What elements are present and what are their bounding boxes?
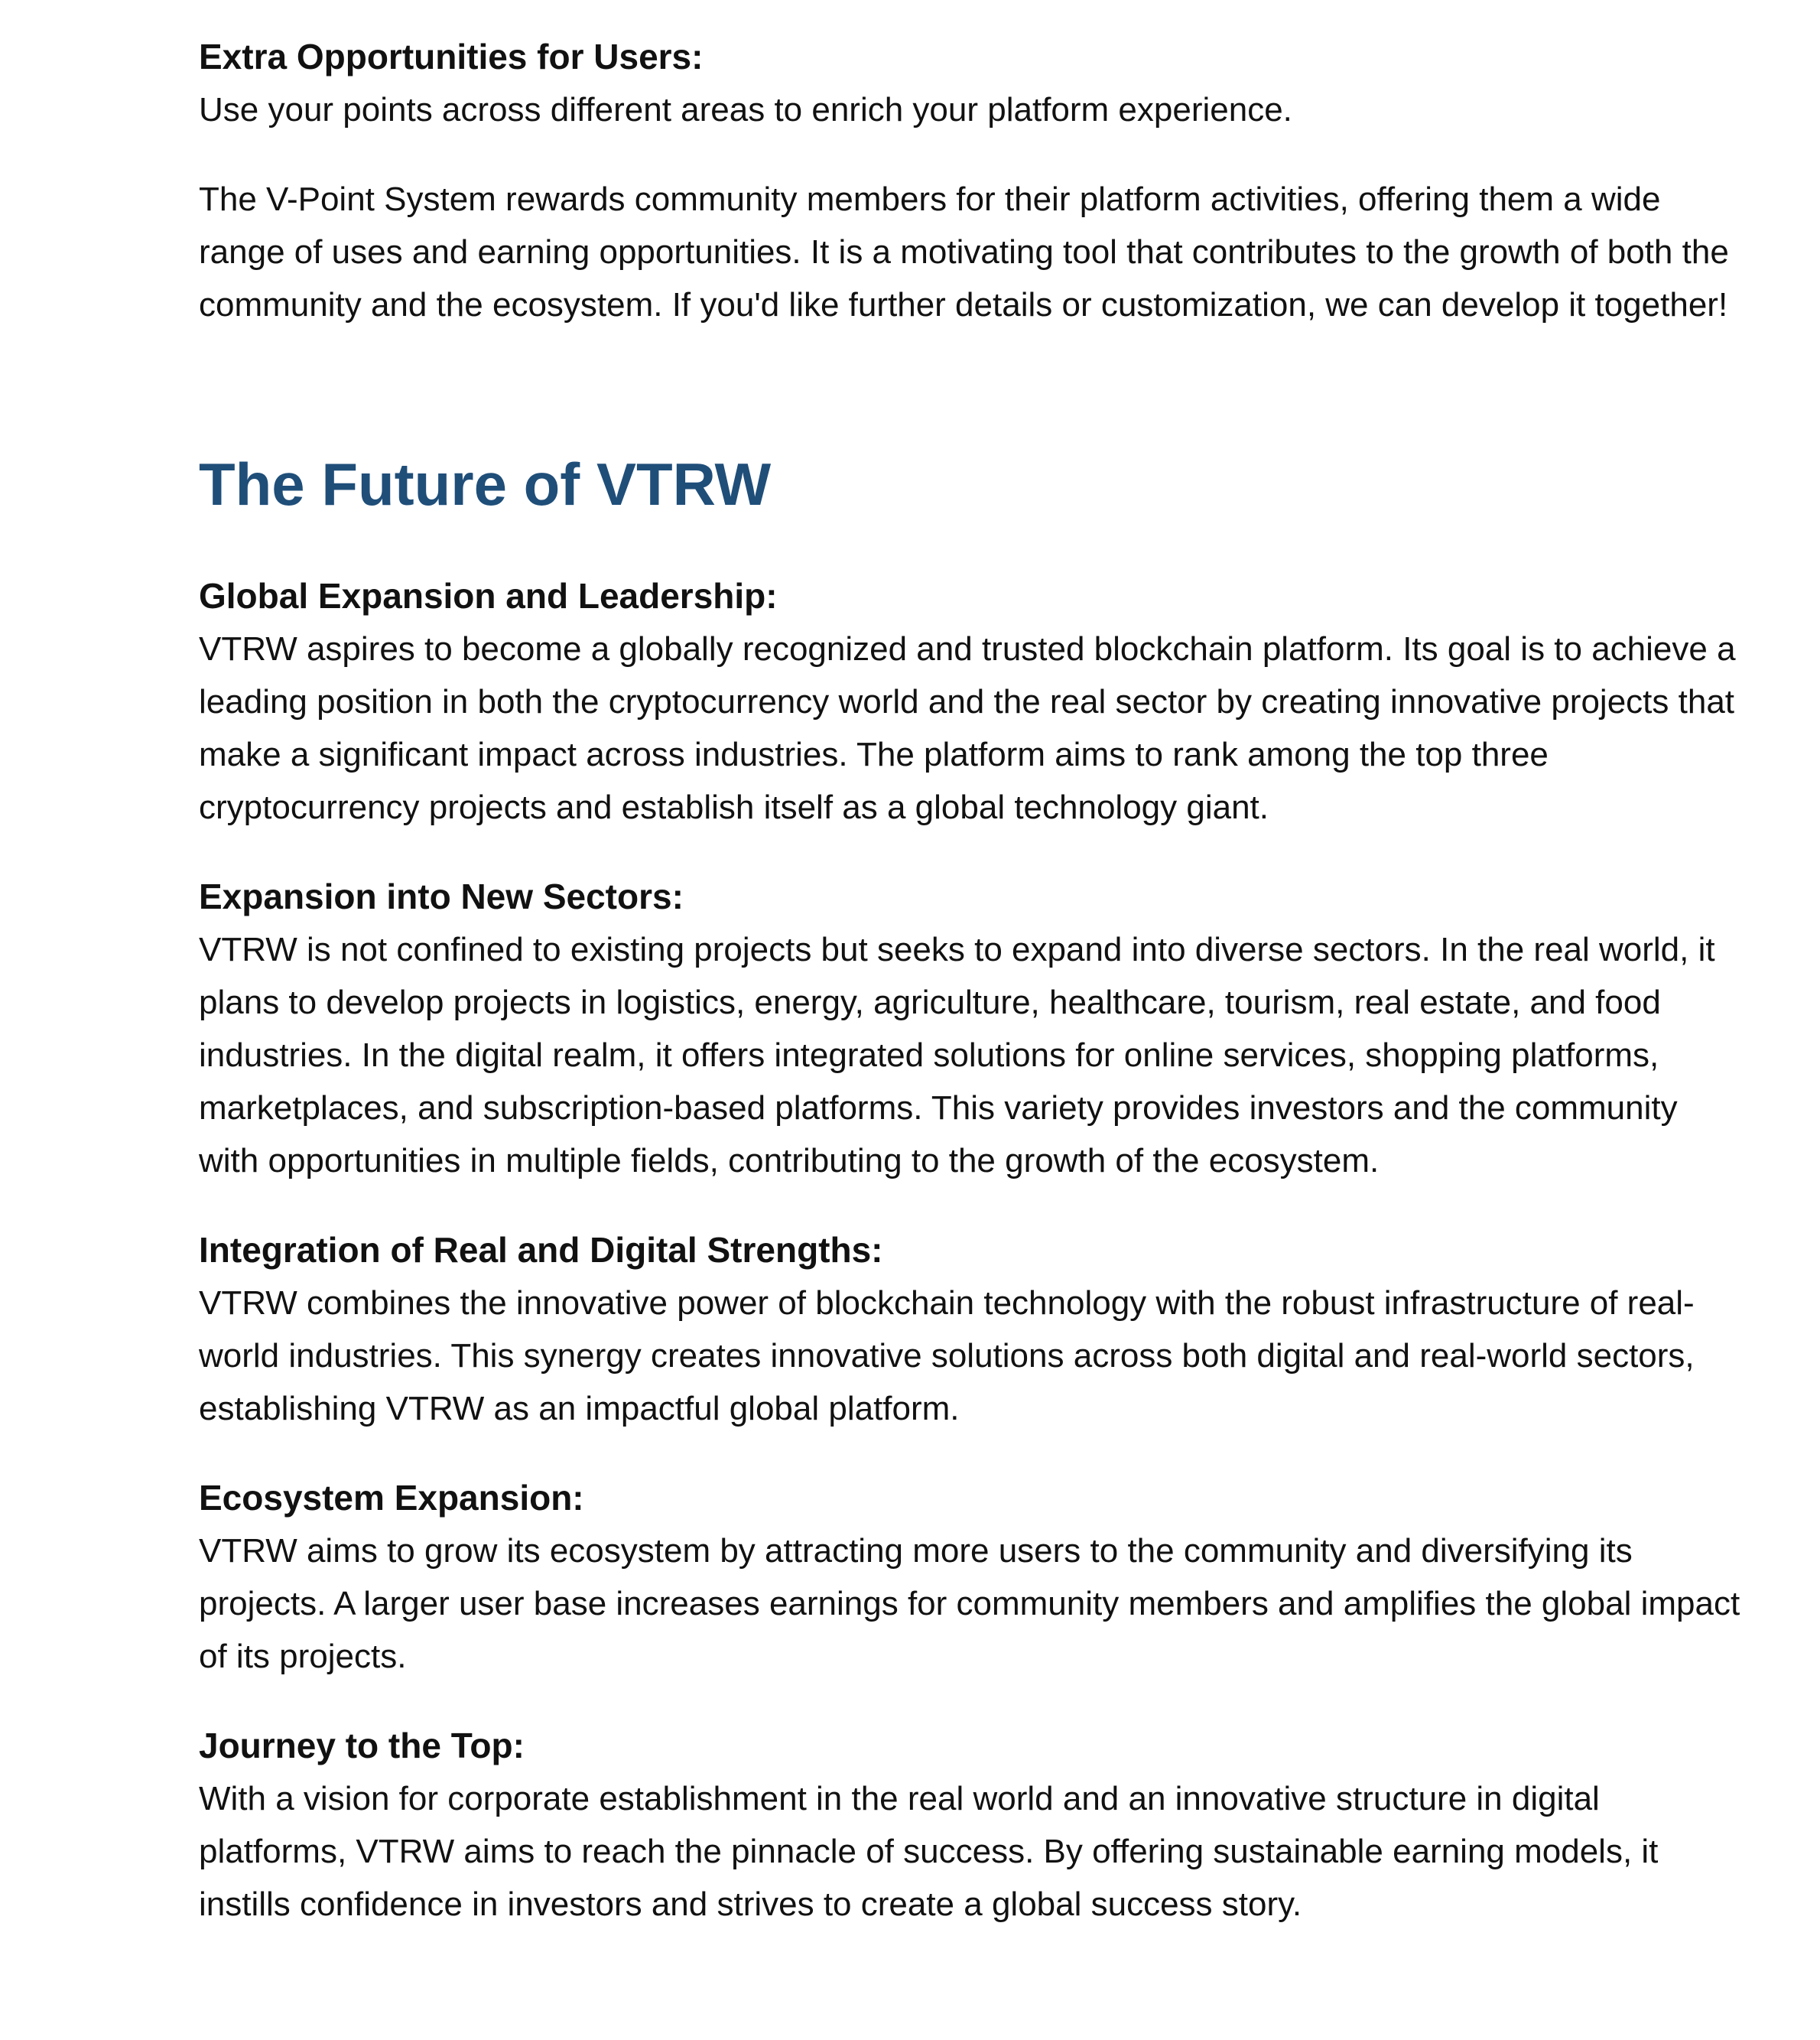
future-section-title: The Future of VTRW (199, 451, 772, 518)
extra-opportunities-block (199, 31, 1744, 136)
extra-opportunities-heading: Extra Opportunities for Users: (199, 37, 704, 76)
journey-heading: Journey to the Top: (199, 1726, 525, 1765)
integration-block (199, 1224, 1744, 1435)
new-sectors-block (199, 870, 1744, 1187)
new-sectors-text: VTRW is not confined to existing projects but seeks to expand into diverse sectors. In the real world, it plans to develop projects in logistics, energy, agriculture, healthcare, tourism, real estate, and food industries. In the digital realm, it offers integrated solutions for online services, shopping platforms, marketplaces, and subscription-based platforms. This variety provides investors and the community with opportunities in multiple fields, contributing to the growth of the ecosystem. (199, 931, 1715, 1179)
document-page (199, 31, 1744, 1967)
global-expansion-heading: Global Expansion and Leadership: (199, 576, 778, 616)
integration-text: VTRW combines the innovative power of blockchain technology with the robust infrastructure of real-world industries. This synergy creates innovative solutions across both digital and real-world sectors, establishing VTRW as an impactful global platform. (199, 1284, 1695, 1427)
new-sectors-heading: Expansion into New Sectors: (199, 877, 684, 916)
extra-opportunities-text: Use your points across different areas to enrich your platform experience. (199, 91, 1292, 129)
journey-text: With a vision for corporate establishment in the real world and an innovative structure in digital platforms, VTRW aims to reach the pinnacle of success. By offering sustainable earning models, it instills confidence in investors and strives to create a global success story. (199, 1780, 1659, 1923)
ecosystem-expansion-text: VTRW aims to grow its ecosystem by attracting more users to the community and diversifying its projects. A larger user base increases earnings for community members and amplifies the global impact of its projects. (199, 1532, 1740, 1675)
ecosystem-expansion-heading: Ecosystem Expansion: (199, 1478, 584, 1518)
global-expansion-block (199, 570, 1744, 834)
integration-heading: Integration of Real and Digital Strengths: (199, 1230, 883, 1270)
ecosystem-expansion-block (199, 1472, 1744, 1683)
global-expansion-text: VTRW aspires to become a globally recognized and trusted blockchain platform. Its goal is to achieve a leading position in both the cryptocurrency world and the real sector by creating innovative projects that make a significant impact across industries. The platform aims to rank among the top three cryptocurrency projects and establish itself as a global technology giant. (199, 630, 1736, 826)
vpoint-summary-paragraph: The V-Point System rewards community members for their platform activities, offering them a wide range of uses and earning opportunities. It is a motivating tool that contributes to the growth of both the community and the ecosystem. If you'd like further details or customization, we can develop it together! (199, 181, 1729, 324)
journey-block (199, 1720, 1744, 1931)
